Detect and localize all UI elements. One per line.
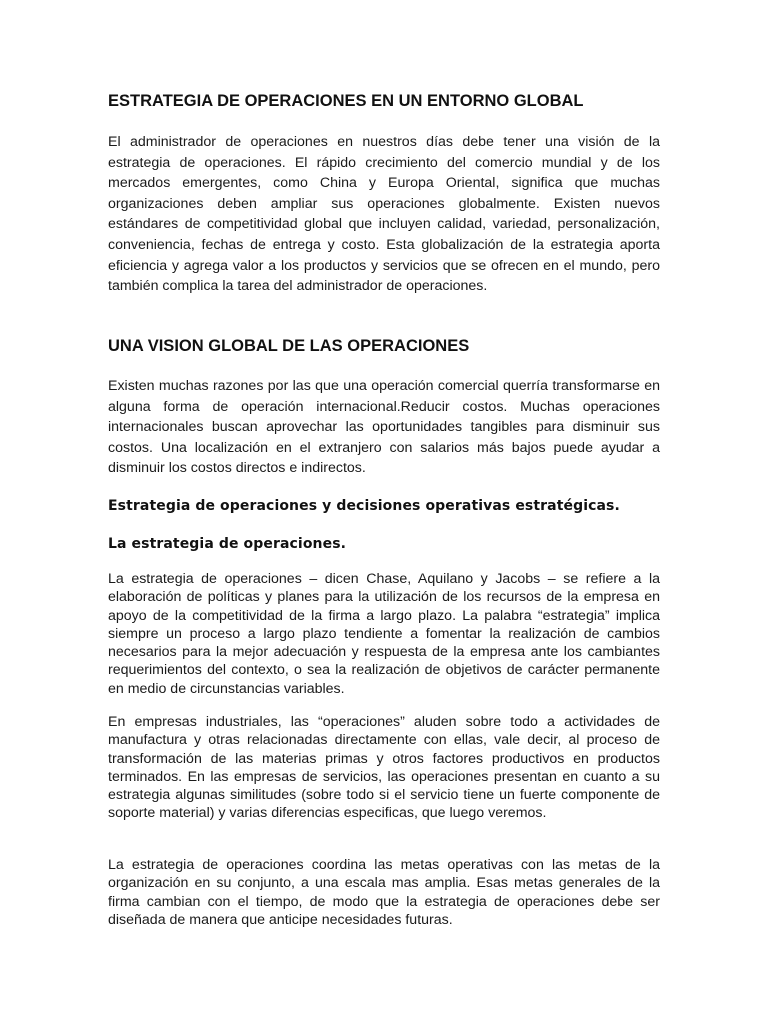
paragraph-industrial-operations: En empresas industriales, las “operaciones” aluden sobre todo a actividades de manufactura y otras relacionadas directamente con ellas, vale decir, al proceso de transformación de las materias primas y otros factores productivos en productos terminados. En las empresas de servicios, las operaciones presentan en cuanto a su estrategia algunas similitudes (sobre todo si el servicio tiene un fuerte componente de soporte material) y varias diferencias especificas, que luego veremos. bbox=[108, 714, 660, 822]
document-title: ESTRATEGIA DE OPERACIONES EN UN ENTORNO GLOBAL bbox=[108, 92, 584, 110]
paragraph-strategy-definition: La estrategia de operaciones – dicen Chase, Aquilano y Jacobs – se refiere a la elaboración de políticas y planes para la utilización de los recursos de la empresa en apoyo de la competitividad de la firma a largo plazo. La palabra “estrategia” implica siempre un proceso a largo plazo tendiente a fomentar la realización de cambios necesarios para la mejor adecuación y respuesta de la empresa ante los cambiantes requerimientos del contexto, o sea la realización de objetivos de carácter permanente en medio de circunstancias variables. bbox=[108, 571, 660, 697]
vision-paragraph: Existen muchas razones por las que una operación comercial querría transformarse en alguna forma de operación internacional.Reducir costos. Muchas operaciones internacionales buscan aprovechar las oportunidades tangibles para disminuir sus costos. Una localización en el extranjero con salarios más bajos puede ayudar a disminuir los costos directos e indirectos. bbox=[108, 378, 660, 477]
paragraph-coordination: La estrategia de operaciones coordina las metas operativas con las metas de la organización en su conjunto, a una escala mas amplia. Esas metas generales de la firma cambian con el tiempo, de modo que la estrategia de operaciones debe ser diseñada de manera que anticipe necesidades futuras. bbox=[108, 857, 660, 928]
section-heading-vision: UNA VISION GLOBAL DE LAS OPERACIONES bbox=[108, 337, 470, 355]
intro-paragraph: El administrador de operaciones en nuestros días debe tener una visión de la estrategia de operaciones. El rápido crecimiento del comercio mundial y de los mercados emergentes, como China y Europa Oriental, significa que muchas organizaciones deben ampliar sus operaciones globalmente. Existen nuevos estándares de competitividad global que incluyen calidad, variedad, personalización, conveniencia, fechas de entrega y costo. Esta globalización de la estrategia aporta eficiencia y agrega valor a los productos y servicios que se ofrecen en el mundo, pero también complica la tarea del administrador de operaciones. bbox=[108, 134, 660, 295]
subheading-operations-strategy: La estrategia de operaciones. bbox=[108, 536, 347, 552]
subheading-strategy-decisions: Estrategia de operaciones y decisiones operativas estratégicas. bbox=[108, 498, 620, 514]
